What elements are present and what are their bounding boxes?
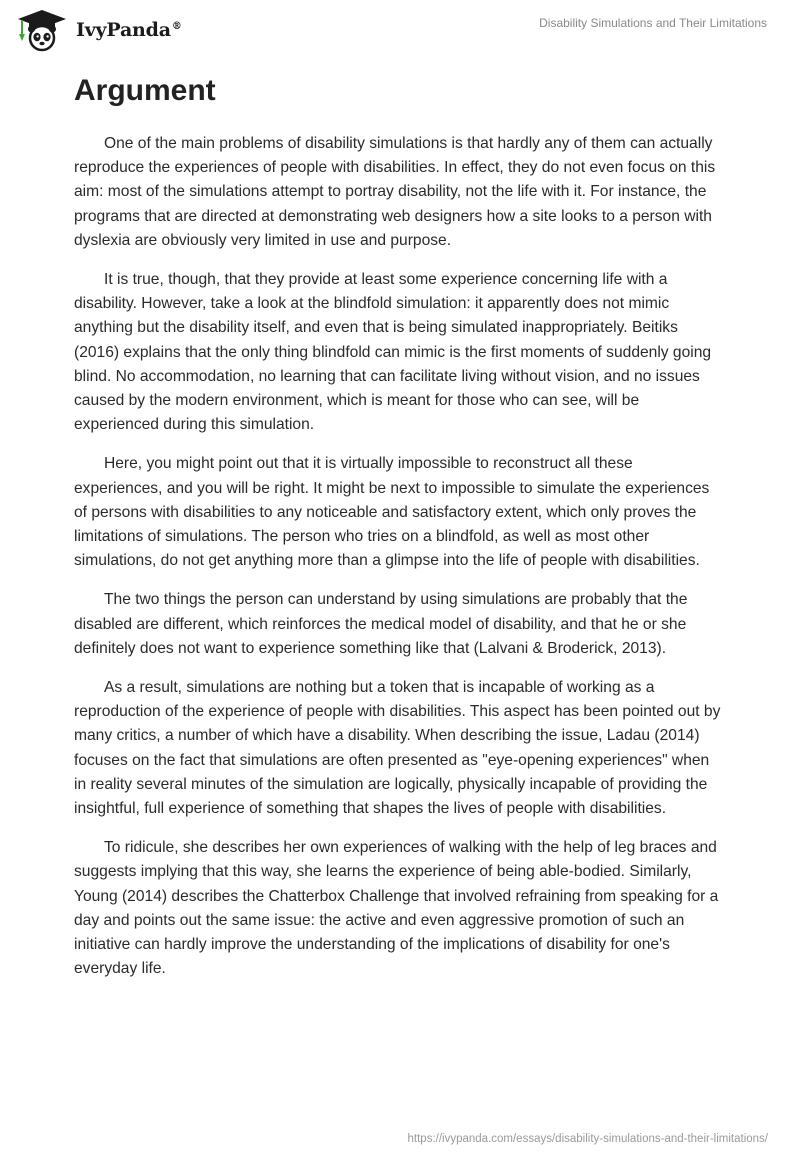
panda-logo-icon	[14, 8, 70, 52]
essay-body	[74, 132, 724, 997]
page-header	[0, 0, 800, 60]
paragraph: As a result, simulations are nothing but a token that is incapable of working as a reproduction of the experience of people with disabilities. This aspect has been pointed out by many critics, a number of which have a disability. When describing the issue, Ladau (2014) focuses on the fact that simulations are often presented as "eye-opening experiences" when in reality several minutes of the simulation are logically, physically incapable of providing the insightful, full experience of something that shapes the lives of people with disabilities.	[74, 679, 721, 818]
paragraph: The two things the person can understand by using simulations are probably that the disabled are different, which reinforces the medical model of disability, and that he or she definitely does not want to experience something like that (Lalvani & Broderick, 2013).	[74, 591, 688, 657]
brand-text: IvyPanda	[76, 19, 171, 41]
ivypanda-logo[interactable]	[14, 8, 182, 52]
source-url-link[interactable]: https://ivypanda.com/essays/disability-simulations-and-their-limitations/	[407, 1133, 768, 1145]
paragraph: It is true, though, that they provide at least some experience concerning life with a disability. However, take a look at the blindfold simulation: it apparently does not mimic anything but the disability itself, and even that is being simulated inappropriately. Beitiks (2016) explains that the only thing blindfold can mimic is the first moments of suddenly going blind. No accommodation, no learning that can facilitate living without vision, and no issues caused by the modern environment, which is meant for those who can see, will be experienced during this simulation.	[74, 271, 712, 434]
registered-mark: ®	[171, 20, 182, 32]
section-heading: Argument	[74, 74, 216, 107]
paragraph: One of the main problems of disability simulations is that hardly any of them can actually reproduce the experiences of people with disabilities. In effect, they do not even focus on this aim: most of the simulations attempt to portray disability, not the life with it. For instance, the programs that are directed at demonstrating web designers how a site looks to a person with dyslexia are obviously very limited in use and purpose.	[74, 135, 716, 249]
paragraph: To ridicule, she describes her own experiences of walking with the help of leg braces and suggests implying that this way, she learns the experience of being able-bodied. Similarly, Young (2014) describes the Chatterbox Challenge that involved refraining from speaking for a day and points out the same issue: the active and even aggressive promotion of such an initiative can hardly improve the understanding of the implications of disability for one's everyday life.	[74, 839, 719, 978]
document-title: Disability Simulations and Their Limitations	[539, 16, 767, 30]
brand-name	[76, 19, 182, 41]
paragraph: Here, you might point out that it is virtually impossible to reconstruct all these experiences, and you will be right. It might be next to impossible to simulate the experiences of persons with disabilities to any noticeable and satisfactory extent, which only proves the limitations of simulations. The person who tries on a blindfold, as well as most other simulations, do not get anything more than a glimpse into the life of people with disabilities.	[74, 455, 710, 570]
